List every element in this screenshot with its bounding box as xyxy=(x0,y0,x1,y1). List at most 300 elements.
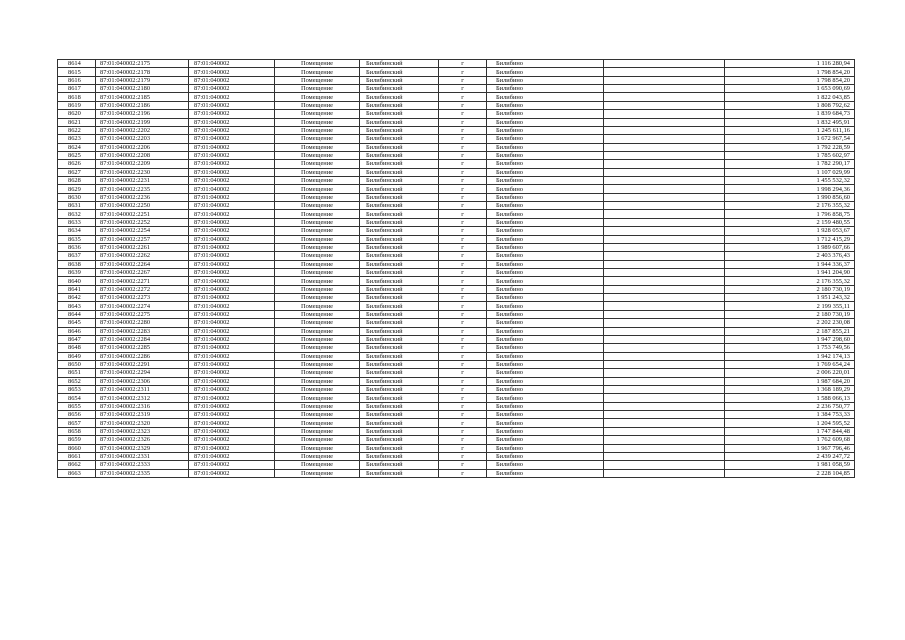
cadastral-number: 87:01:040002:2271 xyxy=(96,277,189,285)
cadastral-quarter: 87:01:040002 xyxy=(189,327,275,335)
locality-type: г xyxy=(439,218,487,226)
cadastral-value: 1 384 753,33 xyxy=(725,411,855,419)
district: Билибинский xyxy=(360,143,439,151)
locality: Билибино xyxy=(487,427,604,435)
table-row xyxy=(58,101,855,109)
row-number: 8654 xyxy=(58,394,96,402)
locality-type: г xyxy=(439,227,487,235)
cadastral-quarter: 87:01:040002 xyxy=(189,302,275,310)
cadastral-number: 87:01:040002:2261 xyxy=(96,243,189,251)
table-row xyxy=(58,268,855,276)
cadastral-quarter: 87:01:040002 xyxy=(189,310,275,318)
locality: Билибино xyxy=(487,411,604,419)
object-type: Помещение xyxy=(275,352,360,360)
table-row xyxy=(58,243,855,251)
empty-cell xyxy=(604,302,725,310)
cadastral-quarter: 87:01:040002 xyxy=(189,168,275,176)
cadastral-value: 1 998 294,36 xyxy=(725,185,855,193)
locality-type: г xyxy=(439,402,487,410)
empty-cell xyxy=(604,243,725,251)
cadastral-quarter: 87:01:040002 xyxy=(189,260,275,268)
cadastral-number: 87:01:040002:2306 xyxy=(96,377,189,385)
locality: Билибино xyxy=(487,285,604,293)
row-number: 8627 xyxy=(58,168,96,176)
table-row xyxy=(58,352,855,360)
locality-type: г xyxy=(439,436,487,444)
cadastral-quarter: 87:01:040002 xyxy=(189,143,275,151)
row-number: 8637 xyxy=(58,252,96,260)
district: Билибинский xyxy=(360,302,439,310)
empty-cell xyxy=(604,202,725,210)
locality: Билибино xyxy=(487,452,604,460)
cadastral-number: 87:01:040002:2326 xyxy=(96,436,189,444)
cadastral-number: 87:01:040002:2286 xyxy=(96,352,189,360)
cadastral-number: 87:01:040002:2186 xyxy=(96,101,189,109)
row-number: 8644 xyxy=(58,310,96,318)
cadastral-number: 87:01:040002:2264 xyxy=(96,260,189,268)
locality-type: г xyxy=(439,469,487,477)
empty-cell xyxy=(604,369,725,377)
row-number: 8650 xyxy=(58,360,96,368)
district: Билибинский xyxy=(360,277,439,285)
locality: Билибино xyxy=(487,135,604,143)
locality: Билибино xyxy=(487,394,604,402)
registry-table-body xyxy=(58,60,855,478)
district: Билибинский xyxy=(360,252,439,260)
cadastral-value: 1 672 967,54 xyxy=(725,135,855,143)
cadastral-number: 87:01:040002:2331 xyxy=(96,452,189,460)
locality: Билибино xyxy=(487,294,604,302)
table-row xyxy=(58,377,855,385)
cadastral-number: 87:01:040002:2316 xyxy=(96,402,189,410)
object-type: Помещение xyxy=(275,268,360,276)
cadastral-value: 2 236 750,77 xyxy=(725,402,855,410)
table-row xyxy=(58,135,855,143)
cadastral-value: 2 159 480,55 xyxy=(725,218,855,226)
cadastral-quarter: 87:01:040002 xyxy=(189,294,275,302)
object-type: Помещение xyxy=(275,135,360,143)
locality: Билибино xyxy=(487,218,604,226)
district: Билибинский xyxy=(360,101,439,109)
locality-type: г xyxy=(439,268,487,276)
row-number: 8617 xyxy=(58,85,96,93)
object-type: Помещение xyxy=(275,68,360,76)
row-number: 8622 xyxy=(58,126,96,134)
table-row xyxy=(58,327,855,335)
object-type: Помещение xyxy=(275,469,360,477)
cadastral-quarter: 87:01:040002 xyxy=(189,252,275,260)
object-type: Помещение xyxy=(275,110,360,118)
object-type: Помещение xyxy=(275,344,360,352)
locality-type: г xyxy=(439,151,487,159)
empty-cell xyxy=(604,335,725,343)
district: Билибинский xyxy=(360,76,439,84)
row-number: 8656 xyxy=(58,411,96,419)
district: Билибинский xyxy=(360,260,439,268)
cadastral-number: 87:01:040002:2180 xyxy=(96,85,189,93)
table-row xyxy=(58,411,855,419)
empty-cell xyxy=(604,327,725,335)
district: Билибинский xyxy=(360,394,439,402)
empty-cell xyxy=(604,469,725,477)
empty-cell xyxy=(604,386,725,394)
cadastral-value: 2 180 730,19 xyxy=(725,310,855,318)
object-type: Помещение xyxy=(275,310,360,318)
object-type: Помещение xyxy=(275,411,360,419)
row-number: 8631 xyxy=(58,202,96,210)
cadastral-quarter: 87:01:040002 xyxy=(189,151,275,159)
locality-type: г xyxy=(439,444,487,452)
cadastral-value: 2 228 104,85 xyxy=(725,469,855,477)
table-row xyxy=(58,277,855,285)
cadastral-quarter: 87:01:040002 xyxy=(189,185,275,193)
empty-cell xyxy=(604,151,725,159)
cadastral-quarter: 87:01:040002 xyxy=(189,160,275,168)
cadastral-quarter: 87:01:040002 xyxy=(189,386,275,394)
empty-cell xyxy=(604,85,725,93)
empty-cell xyxy=(604,218,725,226)
row-number: 8634 xyxy=(58,227,96,235)
locality-type: г xyxy=(439,411,487,419)
cadastral-value: 1 712 415,29 xyxy=(725,235,855,243)
empty-cell xyxy=(604,344,725,352)
district: Билибинский xyxy=(360,193,439,201)
cadastral-value: 1 832 495,91 xyxy=(725,118,855,126)
locality-type: г xyxy=(439,427,487,435)
locality: Билибино xyxy=(487,202,604,210)
district: Билибинский xyxy=(360,369,439,377)
cadastral-quarter: 87:01:040002 xyxy=(189,377,275,385)
locality-type: г xyxy=(439,126,487,134)
district: Билибинский xyxy=(360,344,439,352)
district: Билибинский xyxy=(360,110,439,118)
locality-type: г xyxy=(439,352,487,360)
cadastral-quarter: 87:01:040002 xyxy=(189,210,275,218)
cadastral-number: 87:01:040002:2272 xyxy=(96,285,189,293)
cadastral-number: 87:01:040002:2250 xyxy=(96,202,189,210)
cadastral-quarter: 87:01:040002 xyxy=(189,243,275,251)
cadastral-value: 1 822 043,85 xyxy=(725,93,855,101)
row-number: 8620 xyxy=(58,110,96,118)
locality: Билибино xyxy=(487,243,604,251)
district: Билибинский xyxy=(360,235,439,243)
locality: Билибино xyxy=(487,76,604,84)
empty-cell xyxy=(604,310,725,318)
empty-cell xyxy=(604,101,725,109)
cadastral-quarter: 87:01:040002 xyxy=(189,227,275,235)
cadastral-value: 1 455 532,32 xyxy=(725,177,855,185)
row-number: 8648 xyxy=(58,344,96,352)
object-type: Помещение xyxy=(275,202,360,210)
locality-type: г xyxy=(439,344,487,352)
table-row xyxy=(58,419,855,427)
table-row xyxy=(58,386,855,394)
row-number: 8653 xyxy=(58,386,96,394)
district: Билибинский xyxy=(360,285,439,293)
district: Билибинский xyxy=(360,377,439,385)
object-type: Помещение xyxy=(275,227,360,235)
locality-type: г xyxy=(439,60,487,68)
cadastral-number: 87:01:040002:2185 xyxy=(96,93,189,101)
cadastral-number: 87:01:040002:2267 xyxy=(96,268,189,276)
table-row xyxy=(58,302,855,310)
object-type: Помещение xyxy=(275,177,360,185)
cadastral-number: 87:01:040002:2209 xyxy=(96,160,189,168)
locality-type: г xyxy=(439,377,487,385)
object-type: Помещение xyxy=(275,294,360,302)
locality: Билибино xyxy=(487,193,604,201)
row-number: 8657 xyxy=(58,419,96,427)
object-type: Помещение xyxy=(275,168,360,176)
row-number: 8630 xyxy=(58,193,96,201)
empty-cell xyxy=(604,377,725,385)
locality-type: г xyxy=(439,85,487,93)
row-number: 8660 xyxy=(58,444,96,452)
locality-type: г xyxy=(439,76,487,84)
row-number: 8636 xyxy=(58,243,96,251)
cadastral-quarter: 87:01:040002 xyxy=(189,452,275,460)
object-type: Помещение xyxy=(275,126,360,134)
table-row xyxy=(58,68,855,76)
district: Билибинский xyxy=(360,402,439,410)
row-number: 8624 xyxy=(58,143,96,151)
cadastral-value: 1 941 204,90 xyxy=(725,268,855,276)
cadastral-value: 1 792 228,59 xyxy=(725,143,855,151)
cadastral-quarter: 87:01:040002 xyxy=(189,68,275,76)
object-type: Помещение xyxy=(275,394,360,402)
cadastral-quarter: 87:01:040002 xyxy=(189,277,275,285)
cadastral-quarter: 87:01:040002 xyxy=(189,461,275,469)
row-number: 8632 xyxy=(58,210,96,218)
locality-type: г xyxy=(439,277,487,285)
empty-cell xyxy=(604,252,725,260)
row-number: 8655 xyxy=(58,402,96,410)
cadastral-number: 87:01:040002:2274 xyxy=(96,302,189,310)
cadastral-number: 87:01:040002:2230 xyxy=(96,168,189,176)
object-type: Помещение xyxy=(275,419,360,427)
row-number: 8639 xyxy=(58,268,96,276)
cadastral-value: 1 762 609,68 xyxy=(725,436,855,444)
locality-type: г xyxy=(439,294,487,302)
cadastral-number: 87:01:040002:2329 xyxy=(96,444,189,452)
empty-cell xyxy=(604,436,725,444)
row-number: 8643 xyxy=(58,302,96,310)
empty-cell xyxy=(604,143,725,151)
object-type: Помещение xyxy=(275,436,360,444)
cadastral-value: 2 199 355,11 xyxy=(725,302,855,310)
cadastral-number: 87:01:040002:2262 xyxy=(96,252,189,260)
object-type: Помещение xyxy=(275,327,360,335)
cadastral-number: 87:01:040002:2257 xyxy=(96,235,189,243)
cadastral-quarter: 87:01:040002 xyxy=(189,93,275,101)
cadastral-number: 87:01:040002:2179 xyxy=(96,76,189,84)
object-type: Помещение xyxy=(275,76,360,84)
table-row xyxy=(58,93,855,101)
locality: Билибино xyxy=(487,327,604,335)
object-type: Помещение xyxy=(275,277,360,285)
empty-cell xyxy=(604,160,725,168)
cadastral-quarter: 87:01:040002 xyxy=(189,411,275,419)
row-number: 8633 xyxy=(58,218,96,226)
table-row xyxy=(58,185,855,193)
locality-type: г xyxy=(439,160,487,168)
table-row xyxy=(58,344,855,352)
district: Билибинский xyxy=(360,386,439,394)
cadastral-number: 87:01:040002:2252 xyxy=(96,218,189,226)
district: Билибинский xyxy=(360,352,439,360)
table-row xyxy=(58,319,855,327)
row-number: 8614 xyxy=(58,60,96,68)
cadastral-quarter: 87:01:040002 xyxy=(189,419,275,427)
table-row xyxy=(58,402,855,410)
district: Билибинский xyxy=(360,319,439,327)
locality-type: г xyxy=(439,185,487,193)
locality: Билибино xyxy=(487,151,604,159)
cadastral-quarter: 87:01:040002 xyxy=(189,177,275,185)
locality: Билибино xyxy=(487,268,604,276)
locality: Билибино xyxy=(487,419,604,427)
empty-cell xyxy=(604,135,725,143)
object-type: Помещение xyxy=(275,402,360,410)
table-row xyxy=(58,310,855,318)
empty-cell xyxy=(604,461,725,469)
table-row xyxy=(58,118,855,126)
table-row xyxy=(58,210,855,218)
empty-cell xyxy=(604,452,725,460)
district: Билибинский xyxy=(360,151,439,159)
locality: Билибино xyxy=(487,436,604,444)
empty-cell xyxy=(604,285,725,293)
locality: Билибино xyxy=(487,319,604,327)
cadastral-quarter: 87:01:040002 xyxy=(189,402,275,410)
locality: Билибино xyxy=(487,93,604,101)
locality-type: г xyxy=(439,118,487,126)
cadastral-number: 87:01:040002:2202 xyxy=(96,126,189,134)
cadastral-number: 87:01:040002:2175 xyxy=(96,60,189,68)
cadastral-number: 87:01:040002:2251 xyxy=(96,210,189,218)
cadastral-value: 1 796 858,75 xyxy=(725,210,855,218)
empty-cell xyxy=(604,185,725,193)
empty-cell xyxy=(604,68,725,76)
cadastral-value: 2 006 220,01 xyxy=(725,369,855,377)
cadastral-value: 1 747 844,48 xyxy=(725,427,855,435)
object-type: Помещение xyxy=(275,210,360,218)
locality-type: г xyxy=(439,394,487,402)
locality-type: г xyxy=(439,452,487,460)
locality: Билибино xyxy=(487,118,604,126)
district: Билибинский xyxy=(360,436,439,444)
cadastral-value: 1 798 854,20 xyxy=(725,76,855,84)
object-type: Помещение xyxy=(275,160,360,168)
locality-type: г xyxy=(439,177,487,185)
locality-type: г xyxy=(439,235,487,243)
locality-type: г xyxy=(439,260,487,268)
empty-cell xyxy=(604,93,725,101)
cadastral-value: 1 944 336,37 xyxy=(725,260,855,268)
cadastral-value: 2 439 247,72 xyxy=(725,452,855,460)
object-type: Помещение xyxy=(275,243,360,251)
locality-type: г xyxy=(439,243,487,251)
locality-type: г xyxy=(439,369,487,377)
table-row xyxy=(58,193,855,201)
district: Билибинский xyxy=(360,419,439,427)
cadastral-value: 2 176 355,32 xyxy=(725,277,855,285)
empty-cell xyxy=(604,193,725,201)
locality: Билибино xyxy=(487,101,604,109)
table-row xyxy=(58,461,855,469)
cadastral-quarter: 87:01:040002 xyxy=(189,352,275,360)
cadastral-value: 1 951 243,32 xyxy=(725,294,855,302)
empty-cell xyxy=(604,411,725,419)
cadastral-quarter: 87:01:040002 xyxy=(189,436,275,444)
locality: Билибино xyxy=(487,185,604,193)
cadastral-number: 87:01:040002:2196 xyxy=(96,110,189,118)
empty-cell xyxy=(604,110,725,118)
table-row xyxy=(58,168,855,176)
locality: Билибино xyxy=(487,344,604,352)
locality-type: г xyxy=(439,93,487,101)
object-type: Помещение xyxy=(275,60,360,68)
empty-cell xyxy=(604,444,725,452)
row-number: 8649 xyxy=(58,352,96,360)
district: Билибинский xyxy=(360,335,439,343)
table-row xyxy=(58,369,855,377)
table-row xyxy=(58,285,855,293)
object-type: Помещение xyxy=(275,218,360,226)
table-row xyxy=(58,444,855,452)
locality-type: г xyxy=(439,386,487,394)
table-row xyxy=(58,202,855,210)
locality: Билибино xyxy=(487,377,604,385)
row-number: 8618 xyxy=(58,93,96,101)
object-type: Помещение xyxy=(275,461,360,469)
district: Билибинский xyxy=(360,444,439,452)
row-number: 8658 xyxy=(58,427,96,435)
locality-type: г xyxy=(439,202,487,210)
district: Билибинский xyxy=(360,310,439,318)
cadastral-number: 87:01:040002:2294 xyxy=(96,369,189,377)
cadastral-quarter: 87:01:040002 xyxy=(189,319,275,327)
locality: Билибино xyxy=(487,310,604,318)
cadastral-value: 1 987 684,20 xyxy=(725,377,855,385)
locality-type: г xyxy=(439,110,487,118)
object-type: Помещение xyxy=(275,452,360,460)
table-row xyxy=(58,110,855,118)
district: Билибинский xyxy=(360,135,439,143)
cadastral-value: 1 588 066,13 xyxy=(725,394,855,402)
table-row xyxy=(58,227,855,235)
row-number: 8626 xyxy=(58,160,96,168)
row-number: 8645 xyxy=(58,319,96,327)
row-number: 8640 xyxy=(58,277,96,285)
cadastral-value: 1 107 029,99 xyxy=(725,168,855,176)
cadastral-number: 87:01:040002:2206 xyxy=(96,143,189,151)
locality-type: г xyxy=(439,210,487,218)
cadastral-value: 1 782 290,17 xyxy=(725,160,855,168)
locality-type: г xyxy=(439,310,487,318)
cadastral-number: 87:01:040002:2284 xyxy=(96,335,189,343)
row-number: 8661 xyxy=(58,452,96,460)
cadastral-quarter: 87:01:040002 xyxy=(189,369,275,377)
cadastral-number: 87:01:040002:2335 xyxy=(96,469,189,477)
table-row xyxy=(58,335,855,343)
district: Билибинский xyxy=(360,126,439,134)
cadastral-value: 1 204 595,52 xyxy=(725,419,855,427)
empty-cell xyxy=(604,268,725,276)
table-row xyxy=(58,452,855,460)
locality: Билибино xyxy=(487,177,604,185)
cadastral-quarter: 87:01:040002 xyxy=(189,344,275,352)
